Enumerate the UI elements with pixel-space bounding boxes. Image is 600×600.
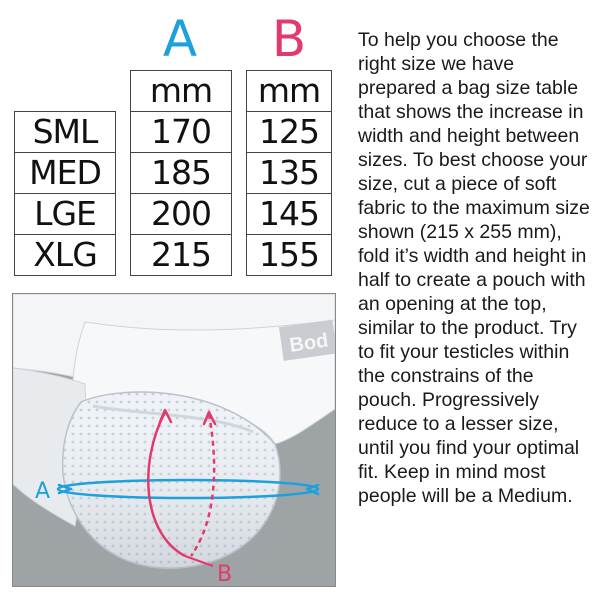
table-row	[15, 153, 332, 194]
size-label-cell: XLG	[15, 235, 116, 276]
label-a: A	[35, 479, 51, 504]
size-label-cell: LGE	[15, 194, 116, 235]
table-row	[15, 235, 332, 276]
size-a-value: 200	[131, 194, 232, 235]
header-col-a: A	[162, 10, 198, 68]
size-b-value: 125	[247, 112, 332, 153]
size-a-value: 170	[131, 112, 232, 153]
size-a-value: 215	[131, 235, 232, 276]
empty-corner-cell	[15, 71, 116, 112]
table-row	[15, 194, 332, 235]
size-b-value: 155	[247, 235, 332, 276]
table-unit-row	[15, 71, 332, 112]
size-table	[14, 70, 332, 276]
table-row	[15, 112, 332, 153]
size-b-value: 145	[247, 194, 332, 235]
label-b: B	[217, 562, 233, 586]
size-a-value: 185	[131, 153, 232, 194]
size-label-cell: MED	[15, 153, 116, 194]
header-col-b: B	[271, 10, 307, 68]
unit-a-cell: mm	[131, 71, 232, 112]
size-b-value: 135	[247, 153, 332, 194]
sizing-instructions: To help you choose the right size we have prepared a bag size table that shows the increase in width and height between sizes. To best choose your size, cut a piece of soft fabric to the maximum size shown (215 x 255 mm), fold it’s width and height in half to create a pouch with an opening at the top, similar to the product. Try to fit your testicles within the constrains of the pouch. Progressively reduce to a lesser size, until you find your optimal fit. Keep in mind most people will be a Medium.	[358, 29, 590, 507]
size-label-cell: SML	[15, 112, 116, 153]
pouch-illustration	[12, 293, 336, 587]
brand-tag: Bod	[288, 329, 330, 357]
unit-b-cell: mm	[247, 71, 332, 112]
